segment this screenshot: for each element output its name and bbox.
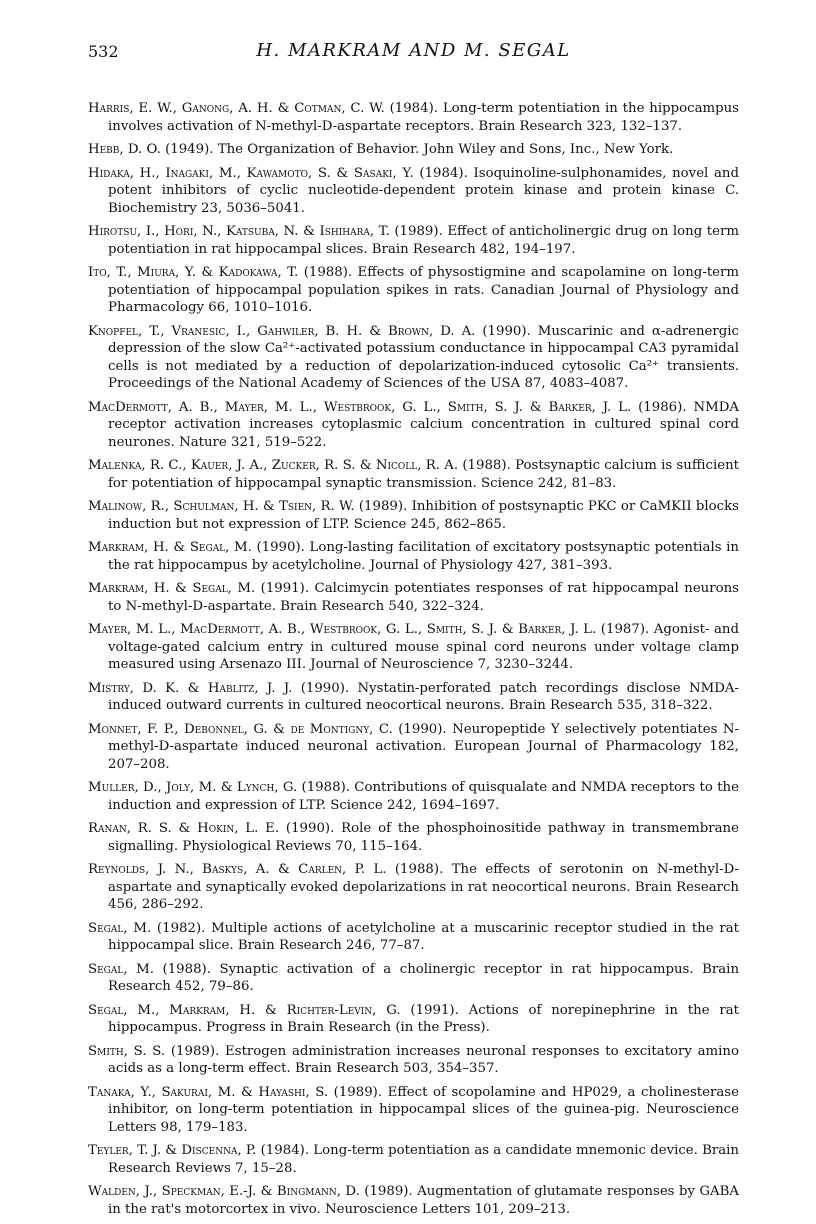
reference-authors: Malinow, R., Schulman, H. & Tsien, R. W.	[88, 499, 355, 514]
page-header	[88, 40, 739, 70]
reference-authors: Reynolds, J. N., Baskys, A. & Carlen, P. L.	[88, 862, 387, 877]
reference-details: (1990). Role of the phosphoinositide pathway in transmembrane signalling. Physiological Reviews 70, 115–164.	[108, 821, 739, 854]
reference-entry	[88, 680, 739, 715]
reference-entry	[88, 264, 739, 317]
reference-authors: Walden, J., Speckman, E.-J. & Bingmann, D.	[88, 1184, 360, 1199]
reference-details: (1984). Long-term potentiation as a candidate mnemonic device. Brain Research Reviews 7, 15–28.	[108, 1143, 739, 1176]
reference-authors: Monnet, F. P., Debonnel, G. & de Montigny, C.	[88, 721, 393, 737]
reference-entry	[88, 920, 739, 955]
reference-details: (1991). Calcimycin potentiates responses of rat hippocampal neurons to N-methyl-D-aspartate. Brain Research 540, 322–324.	[108, 581, 739, 614]
reference-entry	[88, 580, 739, 615]
reference-authors: Hidaka, H., Inagaki, M., Kawamoto, S. & Sasaki, Y.	[88, 165, 414, 181]
reference-authors: Ranan, R. S. & Hokin, L. E.	[88, 821, 280, 836]
reference-details: (1949). The Organization of Behavior. John Wiley and Sons, Inc., New York.	[160, 142, 674, 157]
reference-details: (1989). Effect of anticholinergic drug on long term potentiation in rat hippocampal slices. Brain Research 482, 194–197.	[108, 224, 739, 257]
reference-details: (1990). Long-lasting facilitation of excitatory postsynaptic potentials in the rat hippocampus by acetylcholine. Journal of Physiology 427, 381–393.	[108, 540, 739, 573]
reference-entry	[88, 457, 739, 492]
reference-details: (1990). Muscarinic and α-adrenergic depression of the slow Ca²⁺-activated potassium conductance in hippocampal CA3 pyramidal cells is not mediated by a reduction of depolarization-induced cytosolic Ca²⁺ transients. Proceedings of the National Academy of Sciences of the USA 87, 4083–4087.	[108, 323, 739, 391]
reference-details: (1989). Effect of scopolamine and HP029, a cholinesterase inhibitor, on long-term potentiation in hippocampal slices of the guinea-pig. Neuroscience Letters 98, 179–183.	[108, 1084, 739, 1135]
reference-entry	[88, 1084, 739, 1137]
reference-details: (1990). Nystatin-perforated patch recordings disclose NMDA-induced outward currents in cultured neocortical neurons. Brain Research 535, 318–322.	[108, 680, 739, 713]
reference-details: (1982). Multiple actions of acetylcholine at a muscarinic receptor studied in the rat hippocampal slice. Brain Research 246, 77–87.	[108, 920, 739, 953]
reference-authors: Mayer, M. L., MacDermott, A. B., Westbrook, G. L., Smith, S. J. & Barker, J. L.	[88, 622, 597, 637]
reference-details: (1989). Estrogen administration increases neuronal responses to excitatory amino acids as a long-term effect. Brain Research 503, 354–357.	[108, 1043, 739, 1076]
reference-authors: Hebb, D. O.	[88, 142, 161, 157]
reference-details: (1991). Actions of norepinephrine in the rat hippocampus. Progress in Brain Research (in the Press).	[108, 1002, 739, 1035]
reference-authors: Knopfel, T., Vranesic, I., Gahwiler, B. H. & Brown, D. A.	[88, 323, 476, 339]
reference-authors: Teyler, T. J. & Discenna, P.	[88, 1143, 257, 1158]
reference-authors: Harris, E. W., Ganong, A. H. & Cotman, C. W.	[88, 101, 385, 116]
reference-authors: Mistry, D. K. & Hablitz, J. J.	[88, 680, 293, 696]
reference-authors: Hirotsu, I., Hori, N., Katsuba, N. & Ishihara, T.	[88, 224, 390, 239]
reference-details: (1988). Contributions of quisqualate and NMDA receptors to the induction and expression of LTP. Science 242, 1694–1697.	[108, 780, 739, 813]
reference-details: (1988). Postsynaptic calcium is sufficient for potentiation of hippocampal synaptic transmission. Science 242, 81–83.	[108, 458, 739, 491]
reference-details: (1987). Agonist- and voltage-gated calcium entry in cultured mouse spinal cord neurons under voltage clamp measured using Arsenazo III. Journal of Neuroscience 7, 3230–3244.	[108, 622, 739, 672]
reference-authors: Segal, M.	[88, 920, 152, 936]
reference-entry	[88, 961, 739, 996]
reference-details: (1984). Long-term potentiation in the hippocampus involves activation of N-methyl-D-aspartate receptors. Brain Research 323, 132–137.	[108, 101, 740, 134]
reference-entry	[88, 621, 739, 674]
reference-authors: Markram, H. & Segal, M.	[88, 581, 256, 596]
reference-entry	[88, 399, 739, 452]
reference-entry	[88, 721, 739, 774]
reference-authors: Segal, M.	[88, 961, 154, 977]
reference-entry	[88, 1043, 739, 1078]
reference-details: (1988). Effects of physostigmine and scapolamine on long-term potentiation of hippocampal population spikes in rats. Canadian Journal of Physiology and Pharmacology 66, 1010–1016.	[108, 265, 739, 315]
reference-entry	[88, 323, 739, 393]
reference-entry	[88, 1002, 739, 1037]
reference-entry	[88, 820, 739, 855]
reference-entry	[88, 779, 739, 814]
reference-authors: Ito, T., Miura, Y. & Kadokawa, T.	[88, 265, 299, 280]
reference-authors: Markram, H. & Segal, M.	[88, 540, 252, 555]
reference-entry	[88, 861, 739, 914]
reference-authors: Smith, S. S.	[88, 1043, 166, 1059]
reference-list	[88, 100, 739, 1224]
reference-entry	[88, 223, 739, 258]
reference-entry	[88, 1183, 739, 1218]
reference-authors: MacDermott, A. B., Mayer, M. L., Westbrook, G. L., Smith, S. J. & Barker, J. L.	[88, 399, 632, 415]
reference-details: (1984). Isoquinoline-sulphonamides, novel and potent inhibitors of cyclic nucleotide-dependent protein kinase and protein kinase C. Biochemistry 23, 5036–5041.	[108, 165, 739, 216]
reference-authors: Tanaka, Y., Sakurai, M. & Hayashi, S.	[88, 1084, 329, 1100]
reference-entry	[88, 498, 739, 533]
reference-details: (1989). Augmentation of glutamate responses by GABA in the rat's motorcortex in vivo. Neuroscience Letters 101, 209–213.	[108, 1184, 739, 1217]
reference-details: (1988). Synaptic activation of a cholinergic receptor in rat hippocampus. Brain Research 452, 79–86.	[108, 961, 740, 994]
reference-entry	[88, 141, 739, 159]
reference-details: (1990). Neuropeptide Y selectively potentiates N-methyl-D-aspartate induced neuronal activation. European Journal of Pharmacology 182, 207–208.	[108, 721, 739, 772]
reference-details: (1989). Inhibition of postsynaptic PKC or CaMKII blocks induction but not expression of LTP. Science 245, 862–865.	[108, 499, 739, 532]
page-number: 532	[88, 42, 119, 61]
reference-authors: Muller, D., Joly, M. & Lynch, G.	[88, 780, 298, 795]
reference-entry	[88, 1142, 739, 1177]
reference-entry	[88, 100, 739, 135]
reference-details: (1986). NMDA receptor activation increases cytoplasmic calcium concentration in cultured spinal cord neurones. Nature 321, 519–522.	[108, 399, 739, 450]
reference-authors: Segal, M., Markram, H. & Richter-Levin, G.	[88, 1002, 401, 1018]
running-title: H. MARKRAM AND M. SEGAL	[256, 40, 571, 61]
reference-details: (1988). The effects of serotonin on N-methyl-D-aspartate and synaptically evoked depolarizations in rat neocortical neurons. Brain Research 456, 286–292.	[108, 862, 739, 912]
reference-authors: Malenka, R. C., Kauer, J. A., Zucker, R. S. & Nicoll, R. A.	[88, 458, 459, 473]
reference-entry	[88, 165, 739, 218]
reference-entry	[88, 539, 739, 574]
